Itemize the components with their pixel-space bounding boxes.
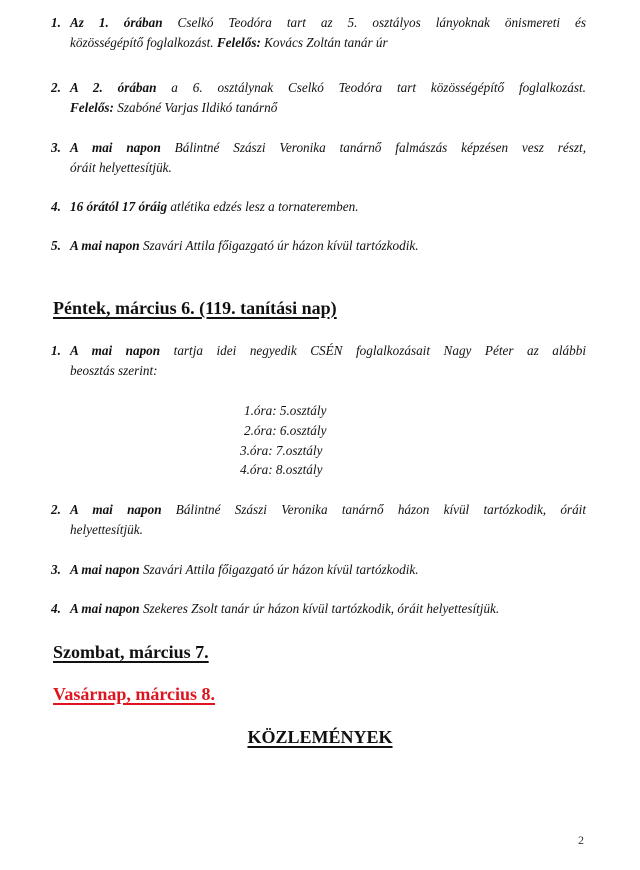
item-bold-lead: A mai napon — [70, 238, 140, 253]
day-heading-saturday: Szombat, március 7. — [53, 642, 209, 662]
item-text: a 6. osztálynak Cselkó Teodóra tart közösségépítő foglalkozást. — [156, 80, 586, 95]
item-number: 5. — [51, 238, 61, 253]
item-number: 3. — [51, 140, 61, 155]
responsible-label: Felelős: — [70, 100, 114, 115]
list-item — [51, 138, 586, 178]
item-number: 4. — [51, 601, 61, 616]
item-number: 2. — [51, 80, 61, 95]
schedule-line: 4.óra: 8.osztály — [240, 462, 323, 477]
item-text: beosztás szerint: — [70, 363, 158, 378]
responsible-label: Felelős: — [216, 35, 261, 50]
schedule-line: 1.óra: 5.osztály — [244, 403, 327, 418]
responsible-name: Kovács Zoltán tanár úr — [260, 35, 388, 50]
item-text: helyettesítjük. — [70, 522, 143, 537]
item-bold-lead: Az 1. órában — [70, 15, 163, 30]
item-text: Szekeres Zsolt tanár úr házon kívül tartózkodik, óráit helyettesítjük. — [139, 601, 500, 616]
item-number: 1. — [51, 15, 61, 30]
list-item — [51, 197, 586, 217]
page-number: 2 — [578, 833, 584, 847]
item-text: Bálintné Szászi Veronika tanárnő házon kívül tartózkodik, óráit — [161, 502, 586, 517]
item-bold-lead: A mai napon — [70, 502, 162, 517]
item-number: 3. — [51, 562, 61, 577]
item-text: atlétika edzés lesz a tornateremben. — [167, 199, 359, 214]
item-bold-lead: A mai napon — [70, 601, 140, 616]
list-item — [51, 13, 587, 53]
announcements-heading-text: KÖZLEMÉNYEK — [247, 727, 393, 747]
item-bold-lead: A mai napon — [70, 140, 161, 155]
item-text: Szavári Attila főigazgató úr házon kívül tartózkodik. — [139, 238, 419, 253]
item-text: óráit helyettesítjük. — [70, 160, 172, 175]
item-text: Szavári Attila főigazgató úr házon kívül tartózkodik. — [139, 562, 419, 577]
schedule-line: 2.óra: 6.osztály — [244, 423, 327, 438]
item-number: 4. — [51, 199, 61, 214]
list-item — [51, 236, 586, 256]
item-bold-lead: 16 órától 17 óráig — [70, 199, 168, 214]
responsible-name: Szabóné Varjas Ildikó tanárnő — [113, 100, 278, 115]
list-item — [51, 500, 586, 540]
announcements-heading — [0, 727, 640, 748]
item-text: Bálintné Szászi Veronika tanárnő falmászás képzésen vesz részt, — [160, 140, 586, 155]
day-heading-sunday: Vasárnap, március 8. — [53, 684, 216, 704]
list-item — [51, 78, 586, 118]
item-bold-lead: A 2. órában — [70, 80, 157, 95]
item-number: 2. — [51, 502, 61, 517]
item-number: 1. — [51, 343, 61, 358]
list-item — [51, 599, 586, 619]
schedule-line: 3.óra: 7.osztály — [240, 443, 323, 458]
item-bold-lead: A mai napon — [70, 343, 161, 358]
item-text: közösségépítő foglalkozást. — [70, 35, 217, 50]
day-heading-friday: Péntek, március 6. (119. tanítási nap) — [53, 298, 337, 318]
item-text: tartja idei negyedik CSÉN foglalkozásait Nagy Péter az alábbi — [160, 343, 586, 358]
item-bold-lead: A mai napon — [70, 562, 140, 577]
list-item — [51, 341, 586, 381]
list-item — [51, 560, 586, 580]
item-text: Cselkó Teodóra tart az 5. osztályos lányoknak önismereti és — [162, 15, 587, 30]
